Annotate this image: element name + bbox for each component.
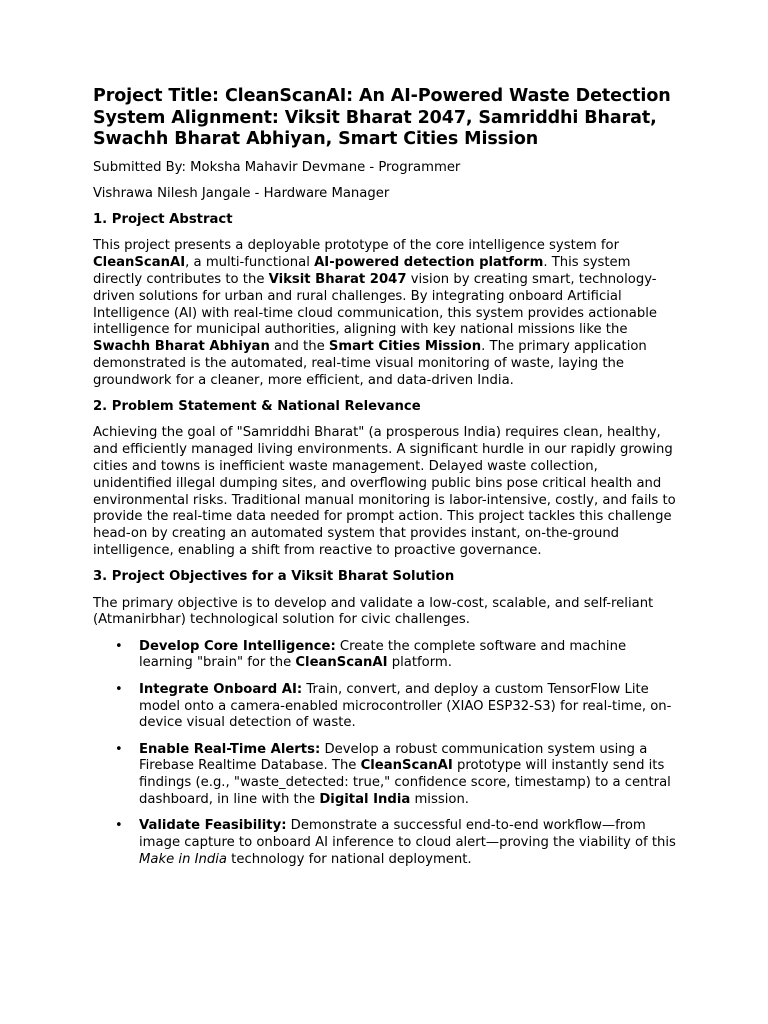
bullet-icon: • (115, 741, 123, 757)
list-item: • Develop Core Intelligence: Create the complete software and machine learning "brain" for the CleanScanAI platform. (115, 638, 627, 671)
abstract-paragraph: This project presents a deployable prototype of the core intelligence system for CleanScanAI, a multi-functional AI-powered detection platform. This system directly contributes to the Viksit Bharat 2047 vision by creating smart, technology-driven solutions for urban and rural challenges. By integrating onboard Artificial Intelligence (AI) with real-time cloud communication, this system provides actionable intelligence for municipal authorities, aligning with key national missions like the Swachh Bharat Abhiyan and the Smart Cities Mission. The primary application demonstrated is the automated, real-time visual monitoring of waste, laying the groundwork for a cleaner, more efficient, and data-driven India. (93, 238, 658, 388)
bullet-icon: • (115, 818, 123, 834)
bullet-icon: • (115, 638, 123, 654)
section-heading-abstract: 1. Project Abstract (93, 212, 233, 228)
list-item: • Validate Feasibility: Demonstrate a successful end-to-end workflow—from image capture to onboard AI inference to cloud alert—proving the viability of this Make in India technology for national deployment. (115, 818, 676, 867)
team-member: Vishrawa Nilesh Jangale - Hardware Manager (93, 185, 390, 201)
document-page (93, 86, 678, 878)
list-item: • Enable Real-Time Alerts: Develop a robust communication system using a Firebase Realtime Database. The CleanScanAI prototype will instantly send its findings (e.g., "waste_detected: true," confidence score, timestamp) to a central dashboard, in line with the Digital India mission. (115, 741, 671, 807)
objectives-intro: The primary objective is to develop and validate a low-cost, scalable, and self-reliant (Atmanirbhar) technological solution for civic challenges. (93, 595, 654, 628)
submitted-by: Submitted By: Moksha Mahavir Devmane - Programmer (93, 159, 461, 175)
list-item: • Integrate Onboard AI: Train, convert, and deploy a custom TensorFlow Lite model onto a camera-enabled microcontroller (XIAO ESP32-S3) for real-time, on-device visual detection of waste. (115, 681, 672, 731)
bullet-icon: • (115, 681, 123, 697)
problem-paragraph: Achieving the goal of "Samriddhi Bharat" (a prosperous India) requires clean, healthy, and efficiently managed living environments. A significant hurdle in our rapidly growing cities and towns is inefficient waste management. Delayed waste collection, unidentified illegal dumping sites, and overflowing public bins pose critical health and environmental risks. Traditional manual monitoring is labor-intensive, costly, and fails to provide the real-time data needed for prompt action. This project tackles this challenge head-on by creating an automated system that provides instant, on-the-ground intelligence, enabling a shift from reactive to proactive governance. (93, 425, 676, 558)
objectives-list (93, 639, 678, 869)
section-heading-objectives: 3. Project Objectives for a Viksit Bharat Solution (93, 569, 455, 585)
section-heading-problem: 2. Problem Statement & National Relevance (93, 399, 421, 415)
project-title: Project Title: CleanScanAI: An AI-Powered Waste Detection System Alignment: Viksit Bharat 2047, Samriddhi Bharat, Swachh Bharat Abhiyan, Smart Cities Mission (93, 86, 671, 149)
